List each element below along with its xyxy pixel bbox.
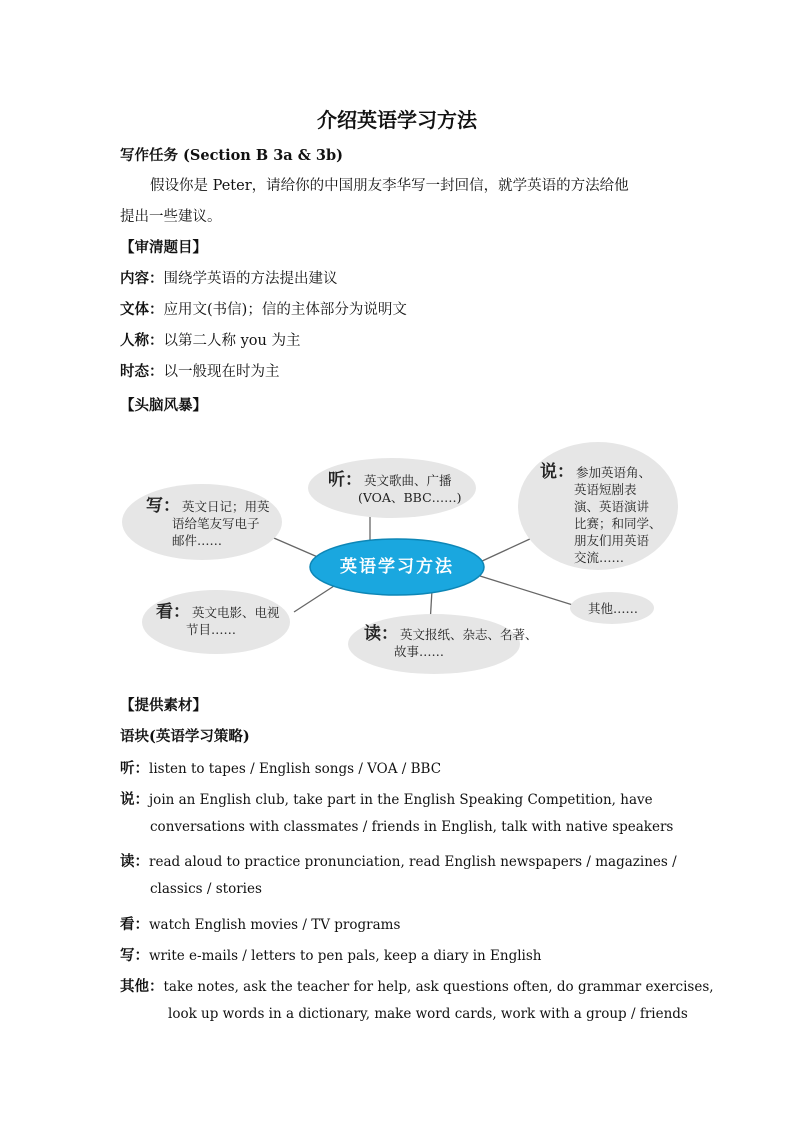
- material-text: watch English movies / TV programs: [149, 917, 401, 933]
- analysis-text: 以一般现在时为主: [163, 364, 280, 380]
- bubble-line: 交流……: [574, 550, 625, 565]
- mind-map: [120, 440, 680, 680]
- connector-watch: [294, 586, 334, 612]
- bubble-line: 朋友们用英语: [574, 533, 650, 548]
- material-text: read aloud to practice pronunciation, read English newspapers / magazines /: [149, 854, 677, 870]
- bubble-key: 听：: [328, 470, 362, 490]
- material-speak-line2: conversations with classmates / friends in English, talk with native speakers: [150, 819, 674, 835]
- task-heading: 写作任务 (Section B 3a & 3b): [120, 147, 343, 164]
- bubble-key: 读：: [364, 624, 398, 644]
- material-text: take notes, ask the teacher for help, ask questions often, do grammar exercises,: [163, 979, 714, 995]
- bubble-line: 比赛；和同学、: [574, 516, 662, 531]
- bubble-line: (VOA、BBC……): [358, 490, 462, 505]
- material-listen: [120, 757, 441, 778]
- analysis-item-tense: [120, 360, 280, 381]
- bubble-line: 英文报纸、杂志、名著、: [400, 627, 538, 642]
- analysis-label: 文体：: [120, 301, 164, 318]
- analysis-label: 时态：: [120, 363, 164, 380]
- bubble-line: 英文电影、电视: [192, 605, 280, 620]
- material-watch: [120, 913, 400, 934]
- material-label: 读：: [120, 853, 149, 870]
- task-paragraph-line1: 假设你是 Peter，请给你的中国朋友李华写一封回信，就学英语的方法给他: [150, 178, 629, 194]
- connector-speak: [480, 538, 532, 562]
- bubble-watch-text: [156, 604, 280, 638]
- analysis-item-style: [120, 298, 407, 319]
- analysis-item-person: [120, 329, 300, 350]
- material-other-line1: [120, 975, 714, 996]
- material-text: join an English club, take part in the English Speaking Competition, have: [149, 792, 653, 808]
- bubble-write-text: [146, 498, 270, 549]
- bubble-listen-text: [328, 472, 462, 506]
- bubble-line: 故事……: [394, 644, 445, 659]
- analysis-label: 内容：: [120, 270, 164, 287]
- material-label: 看：: [120, 916, 149, 933]
- material-text: listen to tapes / English songs / VOA / BBC: [149, 761, 442, 777]
- center-node-label: 英语学习方法: [340, 557, 454, 577]
- bubble-line: 英语短剧表: [574, 482, 637, 497]
- bubble-read-text: [364, 626, 538, 660]
- analysis-text: 以第二人称 you 为主: [163, 333, 301, 349]
- analysis-label: 人称：: [120, 332, 164, 349]
- bubble-key: 说：: [540, 462, 574, 482]
- brainstorm-heading: 【头脑风暴】: [120, 397, 207, 414]
- analysis-text: 围绕学英语的方法提出建议: [163, 271, 338, 287]
- analysis-heading: 【审清题目】: [120, 239, 207, 256]
- material-text: write e-mails / letters to pen pals, keep a diary in English: [149, 948, 542, 964]
- material-label: 说：: [120, 791, 149, 808]
- bubble-line: 邮件……: [172, 533, 223, 548]
- bubble-line: 参加英语角、: [576, 465, 652, 480]
- connector-other: [480, 576, 576, 606]
- materials-heading: 【提供素材】: [120, 697, 207, 714]
- material-write: [120, 944, 542, 965]
- task-paragraph-line2: 提出一些建议。: [120, 209, 222, 225]
- bubble-line: 节目……: [186, 622, 237, 637]
- document-title: 介绍英语学习方法: [317, 108, 477, 132]
- bubble-key: 看：: [156, 602, 190, 622]
- bubble-line: 英文日记；用英: [182, 499, 270, 514]
- material-read-line2: classics / stories: [150, 881, 262, 897]
- material-label: 写：: [120, 947, 149, 964]
- bubble-line: 演、英语演讲: [574, 499, 650, 514]
- materials-subheading: 语块(英语学习策略): [120, 728, 250, 745]
- material-label: 其他：: [120, 978, 164, 995]
- material-read-line1: [120, 850, 677, 871]
- material-other-line2: look up words in a dictionary, make word cards, work with a group / friends: [168, 1006, 688, 1022]
- material-label: 听：: [120, 760, 149, 777]
- bubble-speak-text: [540, 464, 662, 566]
- bubble-line: 语给笔友写电子: [172, 516, 260, 531]
- bubble-key: 写：: [146, 496, 180, 516]
- analysis-text: 应用文(书信)；信的主体部分为说明文: [163, 302, 407, 318]
- analysis-item-content: [120, 267, 338, 288]
- bubble-line: 英文歌曲、广播: [364, 473, 452, 488]
- bubble-other-text: 其他……: [588, 601, 639, 616]
- material-speak-line1: [120, 788, 653, 809]
